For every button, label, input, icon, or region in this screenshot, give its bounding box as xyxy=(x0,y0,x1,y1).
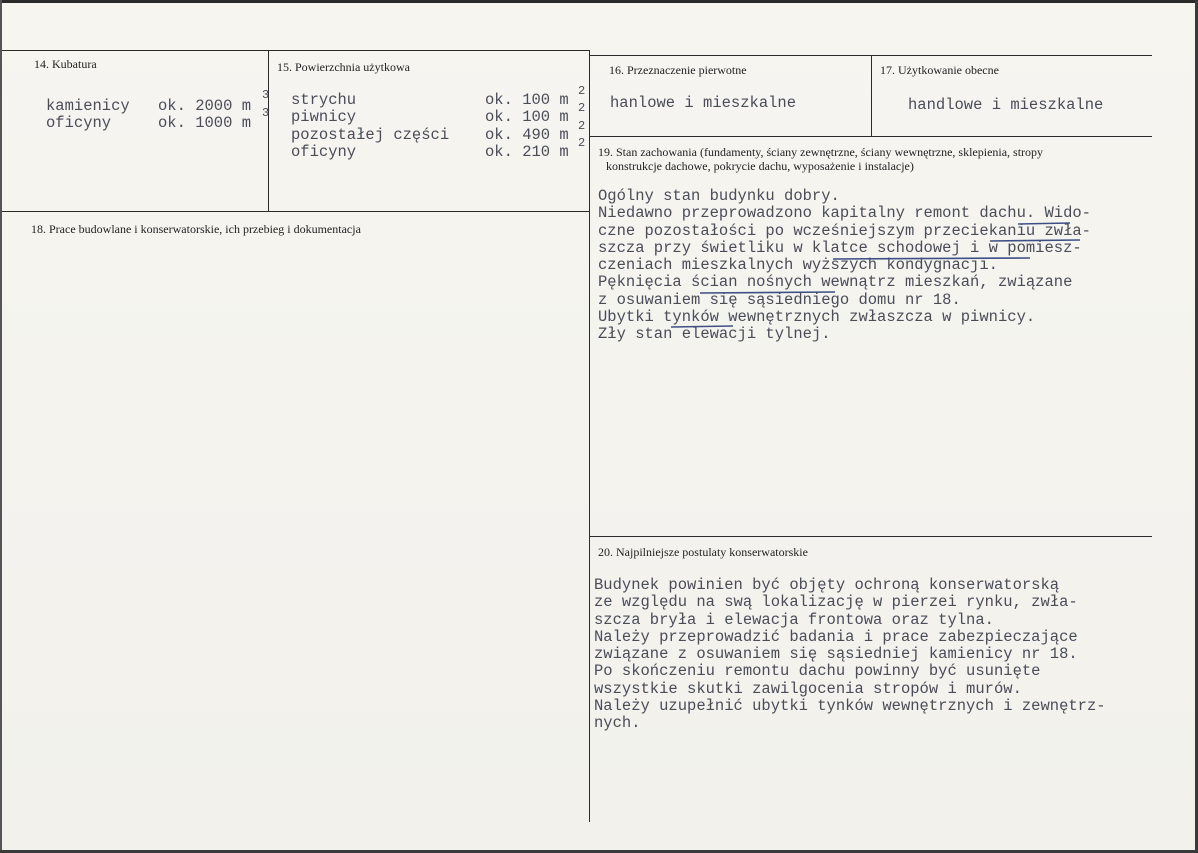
condition-line: Zły stan elewacji tylnej. xyxy=(598,325,831,344)
postulate-line: Należy uzupełnić ubytki tynków wewnętrznych i zewnętrz- xyxy=(594,697,1106,716)
rule-above-20 xyxy=(590,536,1152,537)
rule-under-14-15 xyxy=(2,211,590,212)
area-unit-sup: 2 xyxy=(578,136,586,150)
section-14-names xyxy=(46,98,130,133)
condition-line: czeniach mieszkalnych wyższych kondygnacji. xyxy=(598,256,998,275)
section-19-label-line2: konstrukcje dachowe, pokrycie dachu, wyposażenie i instalacje) xyxy=(606,159,914,173)
area-unit-sup: 2 xyxy=(578,119,586,133)
section-16-label: 16. Przeznaczenie pierwotne xyxy=(609,63,747,77)
section-15-label: 15. Powierzchnia użytkowa xyxy=(277,60,410,74)
area-name: strychu xyxy=(291,91,357,109)
rule-under-16-17 xyxy=(590,136,1152,137)
section-15-values xyxy=(485,92,569,161)
card-edge-left xyxy=(0,0,2,853)
divider-14-15 xyxy=(268,50,269,211)
condition-text xyxy=(598,188,1091,344)
condition-line: Ogólny stan budynku dobry. xyxy=(598,187,840,205)
postulate-line: nych. xyxy=(594,714,641,733)
kubatura-unit-sup: 3 xyxy=(262,106,270,120)
postulates-text xyxy=(594,577,1106,733)
condition-line: czne pozostałości po wcześniejszym przeciekaniu zwła- xyxy=(598,221,1091,240)
condition-line: Pęknięcia ścian nośnych wewnątrz mieszkań, związane xyxy=(598,273,1073,292)
area-name: oficyny xyxy=(291,142,357,161)
area-unit-sup: 2 xyxy=(578,101,586,115)
kubatura-name: kamienicy xyxy=(46,97,130,115)
card-edge-top xyxy=(0,0,1198,3)
condition-line: Ubytki tynków wewnętrznych zwłaszcza w piwnicy. xyxy=(598,308,1036,327)
kubatura-unit-sup: 3 xyxy=(262,88,270,102)
postulate-line: związane z osuwaniem się sąsiedniej kamienicy nr 18. xyxy=(594,645,1078,664)
section-14-label: 14. Kubatura xyxy=(34,57,97,71)
area-unit-sup: 2 xyxy=(578,84,586,98)
area-value: ok. 100 m xyxy=(485,108,569,127)
kubatura-value: ok. 2000 m xyxy=(158,97,252,115)
section-17-label: 17. Użytkowanie obecne xyxy=(880,63,999,77)
top-rule-left xyxy=(2,50,590,51)
divider-16-17 xyxy=(871,55,872,136)
original-purpose-value: hanlowe i mieszkalne xyxy=(610,94,797,112)
section-20-label: 20. Najpilniejsze postulaty konserwatorskie xyxy=(598,545,808,559)
area-name: piwnicy xyxy=(291,108,357,127)
section-15-names xyxy=(291,92,449,161)
area-value: ok. 210 m xyxy=(485,142,569,161)
postulate-line: Budynek powinien być objęty ochroną konserwatorską xyxy=(594,576,1060,594)
kubatura-name: oficyny xyxy=(46,114,112,133)
condition-line: szcza przy świetliku w klatce schodowej i w pomiesz- xyxy=(598,238,1082,257)
postulate-line: Należy przeprowadzić badania i prace zabezpieczające xyxy=(594,627,1078,646)
divider-main xyxy=(589,50,590,822)
postulate-line: Po skończeniu remontu dachu powinny być usunięte xyxy=(594,662,1041,681)
postulate-line: ze względu na swą lokalizację w pierzei rynku, zwła- xyxy=(594,593,1078,612)
postulate-line: wszystkie skutki zawilgocenia stropów i murów. xyxy=(594,679,1022,698)
section-14-values xyxy=(158,98,251,133)
section-19-label-line1: 19. Stan zachowania (fundamenty, ściany zewnętrzne, ściany wewnętrzne, sklepienia, stropy xyxy=(598,145,1044,159)
section-18-label: 18. Prace budowlane i konserwatorskie, ich przebieg i dokumentacja xyxy=(31,222,361,236)
kubatura-value: ok. 1000 m xyxy=(158,114,252,133)
area-name: pozostałej części xyxy=(291,125,450,144)
condition-line: Niedawno przeprowadzono kapitalny remont dachu. Wido- xyxy=(598,204,1091,223)
postulate-line: szcza bryła i elewacja frontowa oraz tylna. xyxy=(594,610,994,629)
current-use-value: handlowe i mieszkalne xyxy=(908,96,1104,114)
area-value: ok. 100 m xyxy=(485,91,569,109)
area-value: ok. 490 m xyxy=(485,125,569,144)
condition-line: z osuwaniem się sąsiedniego domu nr 18. xyxy=(598,290,961,309)
